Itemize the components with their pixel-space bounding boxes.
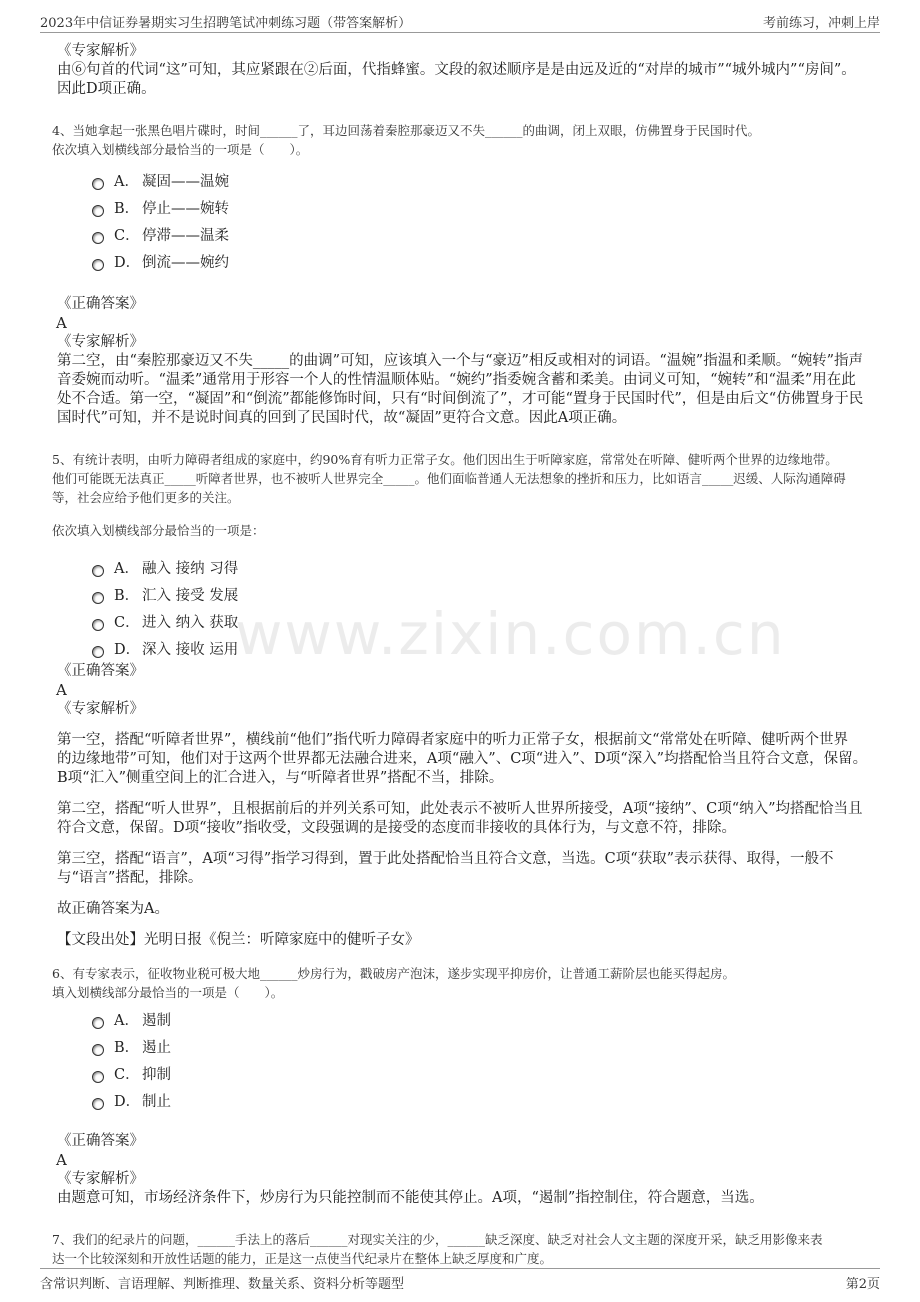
question-stem: 他们可能既无法真正_____听障者世界，也不被听人世界完全_____。他们面临普通人无法想象的挫折和压力，比如语言_____迟缓、人际沟通障碍 [52, 471, 846, 486]
expert-label: 《专家解析》 [57, 43, 144, 59]
radio-button[interactable] [92, 1071, 104, 1083]
correct-answer-label: 《正确答案》 [57, 1133, 144, 1149]
question-7 [52, 1230, 874, 1268]
option-d[interactable]: D． 倒流——婉约 [92, 248, 874, 275]
analysis-line: 与“语言”搭配，排除。 [57, 870, 203, 886]
correct-answer: A [56, 314, 67, 332]
expert-label: 《专家解析》 [57, 1171, 144, 1187]
page-header [40, 10, 880, 33]
radio-button[interactable] [92, 232, 104, 244]
page-number: 第2页 [845, 1277, 880, 1292]
analysis-line: B项“汇入”侧重空间上的汇合进入，与“听障者世界”搭配不当，排除。 [57, 770, 504, 786]
analysis-line: 因此D项正确。 [57, 81, 156, 97]
correct-answer: A [56, 1151, 67, 1169]
option-c[interactable]: C． 进入 纳入 获取 [92, 608, 874, 635]
prev-analysis [52, 42, 874, 99]
option-list [92, 167, 874, 275]
footer-categories: 含常识判断、言语理解、判断推理、数量关系、资料分析等题型 [40, 1277, 405, 1292]
correct-answer-label: 《正确答案》 [57, 296, 144, 312]
analysis-conclusion: 故正确答案为A。 [57, 901, 169, 917]
question-prompt: 依次填入划横线部分最恰当的一项是（ ）。 [52, 142, 309, 157]
radio-button[interactable] [92, 565, 104, 577]
radio-button[interactable] [92, 178, 104, 190]
question-stem: 5、有统计表明，由听力障碍者组成的家庭中，约90%育有听力正常子女。他们因出生于听障家庭，常常处在听障、健听两个世界的边缘地带。 [52, 452, 838, 467]
question-prompt: 填入划横线部分最恰当的一项是（ ）。 [52, 985, 284, 1000]
correct-answer-label: 《正确答案》 [57, 663, 144, 679]
radio-button[interactable] [92, 646, 104, 658]
radio-button[interactable] [92, 1044, 104, 1056]
radio-button[interactable] [92, 1017, 104, 1029]
watermark: www.zixin.com.cn [235, 600, 786, 668]
option-b[interactable]: B． 停止——婉转 [92, 194, 874, 221]
option-c[interactable]: C． 停滞——温柔 [92, 221, 874, 248]
option-list [92, 1006, 874, 1114]
expert-label: 《专家解析》 [57, 701, 144, 717]
analysis-line: 由⑥句首的代词“这”可知，其应紧跟在②后面，代指蜂蜜。文段的叙述顺序是是由远及近的“对岸的城市”“城外城内”“房间”。 [57, 62, 856, 78]
question-stem: 6、有专家表示，征收物业税可极大地______炒房行为，戳破房产泡沫，遂步实现平抑房价，让普通工薪阶层也能买得起房。 [52, 966, 735, 981]
analysis-line: 第三空，搭配“语言”，A项“习得”指学习得到，置于此处搭配恰当且符合文意，当选。C项“获取”表示获得、取得，一般不 [57, 851, 834, 867]
source-citation: 【文段出处】光明日报《倪兰：听障家庭中的健听子女》 [57, 932, 420, 948]
analysis-line: 第二空，搭配“听人世界”，且根据前后的并列关系可知，此处表示不被听人世界所接受，A项“接纳”、C项“纳入”均搭配恰当且 [57, 801, 863, 817]
expert-label: 《专家解析》 [57, 334, 144, 350]
analysis-line: 由题意可知，市场经济条件下，炒房行为只能控制而不能使其停止。A项，“遏制”指控制住，符合题意，当选。 [57, 1190, 764, 1206]
question-4 [52, 121, 874, 428]
question-6 [52, 964, 874, 1208]
analysis-line: 音委婉而动听。“温柔”通常用于形容一个人的性情温顺体贴。“婉约”指委婉含蓄和柔美。由词义可知，“婉转”和“温柔”用在此 [57, 372, 856, 388]
option-d[interactable]: D． 制止 [92, 1087, 874, 1114]
correct-answer: A [56, 681, 67, 699]
analysis-line: 符合文意，保留。D项“接收”指收受，文段强调的是接受的态度而非接收的具体行为，与文意不符，排除。 [57, 820, 736, 836]
option-b[interactable]: B． 遏止 [92, 1033, 874, 1060]
question-prompt: 依次填入划横线部分最恰当的一项是： [52, 523, 265, 538]
option-b[interactable]: B． 汇入 接受 发展 [92, 581, 874, 608]
radio-button[interactable] [92, 259, 104, 271]
question-stem: 等，社会应给予他们更多的关注。 [52, 490, 240, 505]
radio-button[interactable] [92, 1098, 104, 1110]
option-d[interactable]: D． 深入 接收 运用 [92, 635, 874, 662]
page-footer [40, 1268, 880, 1293]
page-content [52, 42, 874, 1268]
radio-button[interactable] [92, 592, 104, 604]
analysis-line: 处不合适。第一空，“凝固”和“倒流”都能修饰时间，只有“时间倒流了”，才可能“置身于民国时代”，但是由后文“仿佛置身于民 [57, 391, 864, 407]
question-stem: 达一个比较深刻和开放性话题的能力，正是这一点使当代纪录片在整体上缺乏厚度和广度。 [52, 1251, 553, 1266]
question-stem: 4、当她拿起一张黑色唱片碟时，时间______了，耳边回荡着秦腔那豪迈又不失______的曲调，闭上双眼，仿佛置身于民国时代。 [52, 123, 760, 138]
analysis-line: 第一空，搭配“听障者世界”，横线前“他们”指代听力障碍者家庭中的听力正常子女，根据前文“常常处在听障、健听两个世界 [57, 732, 849, 748]
option-a[interactable]: A． 遏制 [92, 1006, 874, 1033]
option-c[interactable]: C． 抑制 [92, 1060, 874, 1087]
option-list [92, 554, 874, 662]
option-a[interactable]: A． 凝固——温婉 [92, 167, 874, 194]
header-slogan: 考前练习，冲刺上岸 [762, 16, 880, 31]
analysis-line: 国时代”可知，并不是说时间真的回到了民国时代，故“凝固”更符合文意。因此A项正确。 [57, 410, 627, 426]
radio-button[interactable] [92, 205, 104, 217]
question-5 [52, 450, 874, 950]
analysis-line: 的边缘地带”可知，他们对于这两个世界都无法融合进来，A项“融入”、C项“进入”、D项“深入”均搭配恰当且符合文意，保留。 [57, 751, 868, 767]
analysis-line: 第二空，由“秦腔那豪迈又不失_____的曲调”可知，应该填入一个与“豪迈”相反或相对的词语。“温婉”指温和柔顺。“婉转”指声 [57, 353, 864, 369]
option-a[interactable]: A． 融入 接纳 习得 [92, 554, 874, 581]
document-title: 2023年中信证券暑期实习生招聘笔试冲刺练习题（带答案解析） [40, 16, 412, 31]
question-stem: 7、我们的纪录片的问题，______手法上的落后______对现实关注的少，______缺乏深度、缺乏对社会人文主题的深度开采，缺乏用影像来表 [52, 1232, 823, 1247]
radio-button[interactable] [92, 619, 104, 631]
